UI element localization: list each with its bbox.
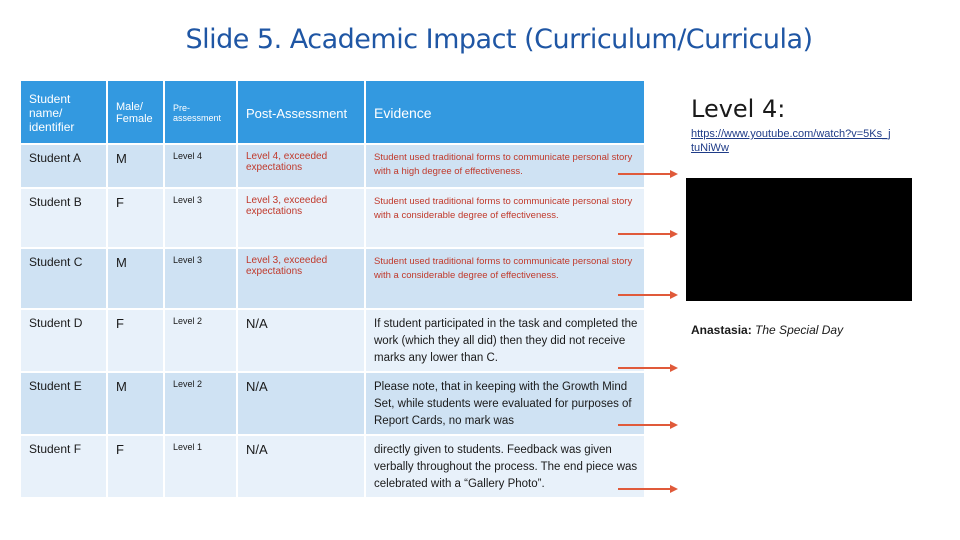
cell-student: Student A [20,144,107,188]
cell-pre-assessment: Level 4 [164,144,237,188]
assessment-table [19,79,646,499]
arrow-icon [618,169,678,179]
cell-post-assessment: N/A [237,435,365,498]
video-link[interactable]: https://www.youtube.com/watch?v=5Ks_jtuNiWw [691,128,891,154]
cell-pre-assessment: Level 2 [164,372,237,435]
arrow-icon [618,484,678,494]
cell-evidence: Student used traditional forms to communicate personal story with a high degree of effectiveness. [365,144,645,188]
cell-evidence: Student used traditional forms to communicate personal story with a considerable degree of effectiveness. [365,188,645,248]
level-heading: Level 4: [691,95,786,123]
cell-student: Student B [20,188,107,248]
header-student: Student name/ identifier [20,80,107,144]
table-header-row [20,80,645,144]
table-row [20,435,645,498]
cell-evidence: directly given to students. Feedback was given verbally throughout the process. The end piece was celebrated with a “Gallery Photo”. [365,435,645,498]
cell-post-assessment: Level 3, exceeded expectations [237,248,365,309]
cell-student: Student C [20,248,107,309]
cell-student: Student D [20,309,107,372]
cell-pre-assessment: Level 3 [164,248,237,309]
cell-student: Student E [20,372,107,435]
slide-title: Slide 5. Academic Impact (Curriculum/Curricula) [185,24,813,55]
table-row [20,372,645,435]
arrow-icon [618,290,678,300]
cell-evidence: Student used traditional forms to communicate personal story with a considerable degree of effectiveness. [365,248,645,309]
cell-post-assessment: Level 4, exceeded expectations [237,144,365,188]
table-row [20,188,645,248]
caption-name: Anastasia: [691,323,752,337]
cell-post-assessment: Level 3, exceeded expectations [237,188,365,248]
arrow-icon [618,229,678,239]
header-evidence: Evidence [365,80,645,144]
cell-post-assessment: N/A [237,309,365,372]
arrow-icon [618,420,678,430]
table-row [20,309,645,372]
cell-pre-assessment: Level 2 [164,309,237,372]
cell-sex: M [107,248,164,309]
caption-title: The Special Day [755,323,844,337]
cell-evidence: Please note, that in keeping with the Growth Mind Set, while students were evaluated for purposes of Report Cards, no mark was [365,372,645,435]
cell-student: Student F [20,435,107,498]
cell-pre-assessment: Level 3 [164,188,237,248]
cell-post-assessment: N/A [237,372,365,435]
cell-evidence: If student participated in the task and completed the work (which they all did) then they did not receive marks any lower than C. [365,309,645,372]
header-pre-assessment: Pre-assessment [164,80,237,144]
video-player[interactable] [686,178,912,301]
header-post-assessment: Post-Assessment [237,80,365,144]
video-caption [691,323,843,337]
cell-sex: F [107,188,164,248]
cell-sex: M [107,372,164,435]
cell-sex: F [107,309,164,372]
header-sex: Male/ Female [107,80,164,144]
cell-sex: F [107,435,164,498]
arrow-icon [618,363,678,373]
table-row [20,144,645,188]
table-row [20,248,645,309]
cell-sex: M [107,144,164,188]
cell-pre-assessment: Level 1 [164,435,237,498]
